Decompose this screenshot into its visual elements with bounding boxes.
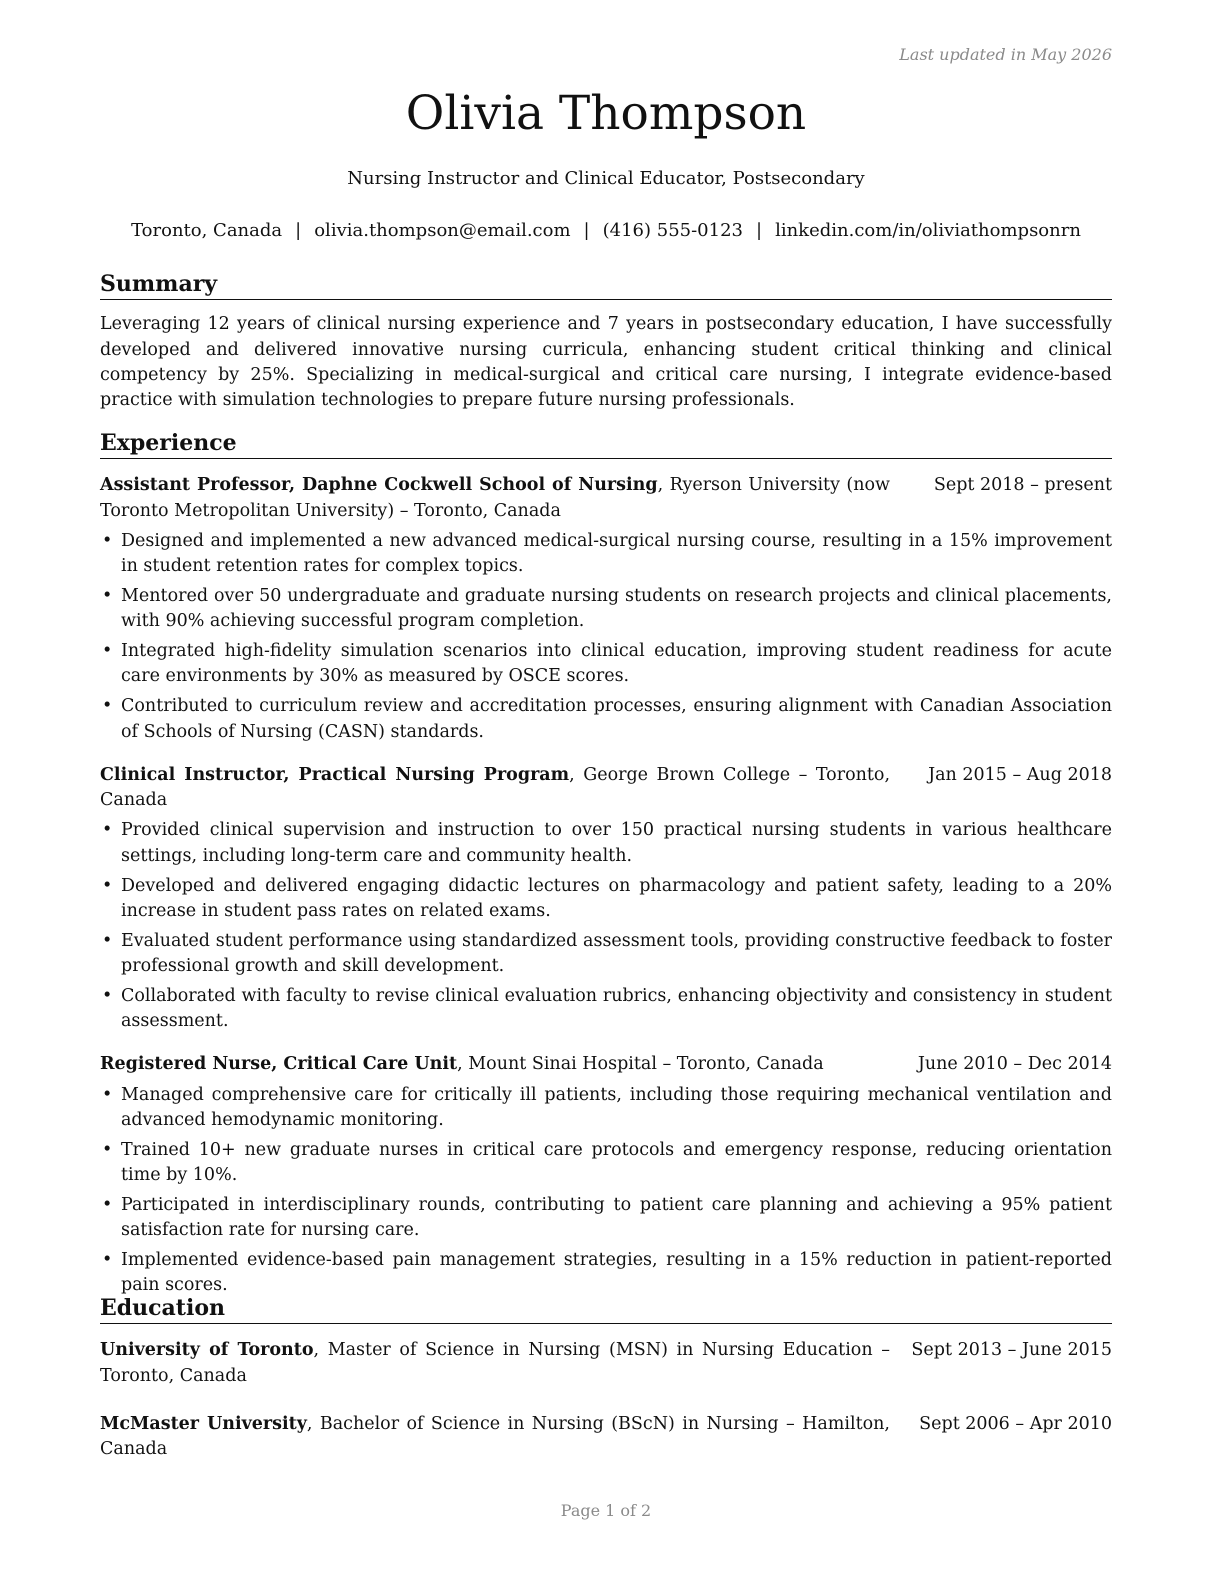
job-entry xyxy=(100,1052,1112,1298)
separator: | xyxy=(295,220,302,241)
section-title: Summary xyxy=(100,271,1112,300)
education-section xyxy=(100,1295,1112,1463)
contact-linkedin[interactable]: linkedin.com/in/oliviathompsonrn xyxy=(775,220,1081,241)
job-entry xyxy=(100,473,1112,744)
contact-phone[interactable]: (416) 555-0123 xyxy=(602,220,743,241)
job-header xyxy=(100,1052,1112,1077)
contact-location: Toronto, Canada xyxy=(131,220,283,241)
bullet-item: • Trained 10+ new graduate nurses in critical care protocols and emergency response, reducing orientation time by 10%. xyxy=(102,1139,1112,1186)
summary-text: Leveraging 12 years of clinical nursing experience and 7 years in postsecondary education, I have successfully developed and delivered innovative nursing curricula, enhancing student critical thinking and clinical competency by 25%. Specializing in medical-surgical and critical care nursing, I integrate evidence-based practice with simulation technologies to prepare future nursing professionals. xyxy=(100,314,1112,411)
job-bullets xyxy=(100,529,1112,745)
education-dates: Sept 2013 – June 2015 xyxy=(911,1340,1112,1361)
education-dates: Sept 2006 – Apr 2010 xyxy=(919,1413,1112,1434)
job-bullets xyxy=(100,818,1112,1034)
separator: | xyxy=(756,220,763,241)
job-dates: Sept 2018 – present xyxy=(933,475,1112,496)
bullet-item: • Integrated high-fidelity simulation scenarios into clinical education, improving student readiness for acute care environments by 30% as measured by OSCE scores. xyxy=(102,641,1112,687)
job-header xyxy=(100,763,1112,814)
section-title: Experience xyxy=(100,430,1112,459)
contact-line xyxy=(100,220,1112,241)
bullet-item: • Evaluated student performance using standardized assessment tools, providing constructive feedback to foster professional growth and skill development. xyxy=(102,930,1112,976)
summary-section xyxy=(100,271,1112,414)
education-entry xyxy=(100,1412,1112,1463)
experience-section xyxy=(100,430,1112,1303)
candidate-name: Olivia Thompson xyxy=(405,86,807,141)
education-header xyxy=(100,1338,1112,1389)
separator: | xyxy=(583,220,590,241)
job-org: , George Brown College – Toronto, Canada xyxy=(100,764,891,811)
headline: Nursing Instructor and Clinical Educator, Postsecondary xyxy=(347,168,865,189)
section-title: Education xyxy=(100,1295,1112,1324)
job-role: Registered Nurse, Critical Care Unit xyxy=(100,1054,458,1075)
education-entry xyxy=(100,1338,1112,1389)
job-dates: Jan 2015 – Aug 2018 xyxy=(928,764,1112,785)
job-org: , Ryerson University (now Toronto Metropolitan University) – Toronto, Canada xyxy=(100,475,891,521)
job-org: , Mount Sinai Hospital – Toronto, Canada xyxy=(457,1054,824,1075)
job-role: Assistant Professor, Daphne Cockwell School of Nursing xyxy=(100,475,658,496)
bullet-item: • Designed and implemented a new advanced medical-surgical nursing course, resulting in a 15% improvement in student retention rates for complex topics. xyxy=(102,530,1112,577)
bullet-item: • Mentored over 50 undergraduate and graduate nursing students on research projects and clinical placements, with 90% achieving successful program completion. xyxy=(102,586,1112,632)
school-name: University of Toronto xyxy=(100,1340,314,1361)
bullet-item: • Collaborated with faculty to revise clinical evaluation rubrics, enhancing objectivity and consistency in student assessment. xyxy=(102,985,1112,1032)
bullet-item: • Participated in interdisciplinary rounds, contributing to patient care planning and achieving a 95% patient satisfaction rate for nursing care. xyxy=(102,1194,1112,1241)
last-updated: Last updated in May 2026 xyxy=(899,45,1112,64)
bullet-item: • Managed comprehensive care for critically ill patients, including those requiring mechanical ventilation and advanced hemodynamic monitoring. xyxy=(102,1084,1112,1130)
bullet-item: • Provided clinical supervision and instruction to over 150 practical nursing students in various healthcare settings, including long-term care and community health. xyxy=(102,820,1112,866)
job-role: Clinical Instructor, Practical Nursing Program xyxy=(100,764,570,785)
job-entry xyxy=(100,763,1112,1034)
job-dates: June 2010 – Dec 2014 xyxy=(917,1054,1112,1075)
degree: , Bachelor of Science in Nursing (BScN) in Nursing – Hamilton, Canada xyxy=(100,1413,890,1460)
page-number: Page 1 of 2 xyxy=(560,1501,652,1520)
school-name: McMaster University xyxy=(100,1413,307,1434)
education-header xyxy=(100,1412,1112,1463)
bullet-item: • Implemented evidence-based pain management strategies, resulting in a 15% reduction in patient-reported pain scores. xyxy=(102,1249,1112,1296)
degree: , Master of Science in Nursing (MSN) in Nursing Education – Toronto, Canada xyxy=(100,1340,890,1386)
job-bullets xyxy=(100,1083,1112,1299)
contact-email[interactable]: olivia.thompson@email.com xyxy=(314,220,571,241)
bullet-item: • Developed and delivered engaging didactic lectures on pharmacology and patient safety, leading to a 20% increase in student pass rates on related exams. xyxy=(102,875,1112,921)
bullet-item: • Contributed to curriculum review and accreditation processes, ensuring alignment with Canadian Association of Schools of Nursing (CASN) standards. xyxy=(102,696,1112,742)
job-header xyxy=(100,473,1112,524)
